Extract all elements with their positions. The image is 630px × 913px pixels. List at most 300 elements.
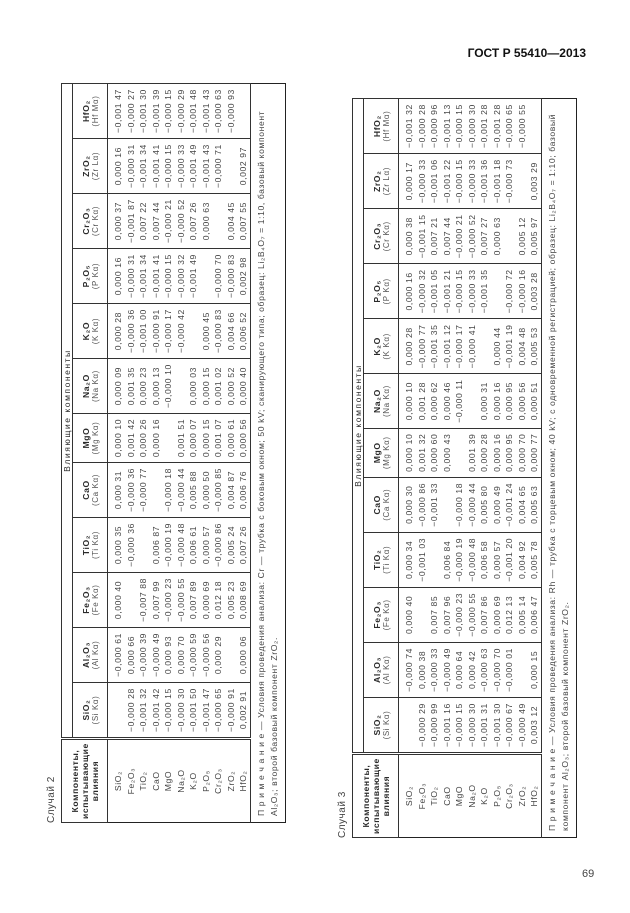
column-oxide: TiO₂ (80, 534, 91, 556)
table-cell: −0,000 96 (428, 99, 441, 154)
group-header: Влияющие компоненты (62, 84, 73, 739)
row-label: Na₂O (175, 739, 188, 823)
column-oxide: MgO (80, 427, 91, 449)
table-cell: 0,007 99 (150, 572, 163, 627)
table-cell: 0,000 16 (491, 428, 504, 477)
table-cell (416, 587, 429, 642)
table-cell: −0,000 15 (162, 249, 175, 304)
table-cell: 0,002 98 (237, 249, 250, 304)
column-line: (Cr Kα) (381, 221, 391, 252)
column-header (73, 462, 108, 517)
table-cell: 0,000 56 (516, 374, 529, 428)
table-cell: 0,000 17 (399, 154, 416, 209)
table-cell: 0,000 52 (225, 359, 238, 414)
column-line: (Hf Mα) (381, 110, 391, 142)
table-cell: −0,001 39 (150, 84, 163, 139)
table-cell: −0,000 48 (175, 517, 188, 572)
table-cell: −0,001 18 (491, 154, 504, 209)
table-cell: −0,000 15 (162, 139, 175, 194)
table-cell: −0,000 41 (466, 319, 479, 374)
table-cell: −0,000 52 (466, 209, 479, 264)
table-cell: 0,006 84 (441, 532, 454, 587)
table-cell: 0,002 91 (237, 682, 250, 738)
table-cell: 0,000 38 (416, 642, 429, 697)
table-cell: 0,004 48 (516, 319, 529, 374)
table-cell: −0,000 16 (516, 264, 529, 319)
table-cell: 0,000 10 (399, 428, 416, 477)
column-header (73, 414, 108, 463)
table-cell (466, 374, 479, 428)
table-cell: −0,000 55 (466, 587, 479, 642)
table-cell: 0,000 66 (125, 627, 138, 682)
table-cell: −0,001 43 (200, 139, 213, 194)
table-cell: −0,001 03 (416, 532, 429, 587)
column-header (364, 642, 399, 697)
table-cell: −0,000 30 (466, 99, 479, 154)
table-cell (528, 99, 541, 154)
table-cell: −0,000 36 (125, 304, 138, 359)
table-cell: −0,000 91 (225, 682, 238, 738)
table-cell: −0,000 56 (200, 627, 213, 682)
column-header (73, 517, 108, 572)
case-2-title: Случай 2 (46, 776, 57, 823)
column-line: (Al Kα) (90, 640, 100, 670)
table-cell: 0,012 18 (212, 572, 225, 627)
table-cell: −0,000 29 (175, 84, 188, 139)
table-cell: −0,000 77 (137, 462, 150, 517)
table-cell: −0,000 65 (503, 99, 516, 154)
row-label: TiO₂ (137, 739, 150, 823)
column-header (364, 99, 399, 154)
table-cell: 0,000 16 (108, 139, 125, 194)
column-line: (Na Kα) (90, 370, 100, 403)
table-cell: 0,000 03 (187, 359, 200, 414)
table-cell (503, 209, 516, 264)
table-row (528, 99, 541, 838)
column-oxide: CaO (371, 495, 382, 515)
table-cell: −0,000 28 (416, 99, 429, 154)
column-header (73, 84, 108, 139)
table-cell: −0,000 33 (428, 642, 441, 697)
table-cell: 0,003 29 (528, 154, 541, 209)
table-cell: 0,004 66 (225, 304, 238, 359)
case-2-table-block (46, 83, 286, 823)
column-line: (Zr Lα) (90, 151, 100, 181)
table-row (200, 84, 213, 823)
table-cell: −0,000 33 (416, 154, 429, 209)
table-cell: 0,000 42 (466, 642, 479, 697)
table-cell: −0,007 88 (137, 572, 150, 627)
table-cell: 0,000 28 (478, 428, 491, 477)
table-cell: 0,005 23 (225, 572, 238, 627)
table-cell: −0,000 86 (416, 477, 429, 532)
table-cell: −0,001 16 (441, 697, 454, 753)
column-line: (Ti Kα) (381, 545, 391, 574)
table-cell: 0,000 16 (150, 414, 163, 463)
table-cell: 0,004 92 (516, 532, 529, 587)
column-oxide: MgO (371, 442, 382, 464)
row-label: K₂O (478, 754, 491, 838)
row-label: SiO₂ (108, 739, 125, 823)
table-cell: −0,001 32 (137, 682, 150, 738)
table-cell: −0,000 17 (453, 319, 466, 374)
column-line: (P Kα) (381, 278, 391, 305)
table-cell: −0,000 29 (416, 697, 429, 753)
table-cell: −0,000 42 (175, 304, 188, 359)
table-cell: 0,000 61 (225, 414, 238, 463)
table-cell (225, 139, 238, 194)
table-cell (441, 477, 454, 532)
case-3-table-block (337, 98, 577, 838)
column-header (364, 374, 399, 428)
table-row (478, 99, 491, 838)
table-cell: −0,000 99 (428, 697, 441, 753)
table-cell: −0,000 70 (212, 249, 225, 304)
table-cell: −0,001 30 (137, 84, 150, 139)
table-cell: −0,000 11 (453, 374, 466, 428)
table-cell: 0,000 37 (108, 194, 125, 249)
table-cell: 0,005 14 (516, 587, 529, 642)
table-cell: −0,000 86 (212, 517, 225, 572)
column-header (73, 359, 108, 414)
table-cell: −0,000 93 (225, 84, 238, 139)
table-cell: 0,000 10 (108, 414, 125, 463)
table-cell: 0,005 53 (528, 319, 541, 374)
table-cell: −0,000 36 (125, 462, 138, 517)
column-line: (Si Kα) (90, 695, 100, 725)
table-cell: 0,005 78 (528, 532, 541, 587)
table-cell: 0,000 60 (428, 428, 441, 477)
table-cell: −0,001 87 (125, 194, 138, 249)
column-oxide: K₂O (371, 337, 382, 356)
row-label: ZrO₂ (516, 754, 529, 838)
column-oxide: HfO₂ (371, 115, 382, 138)
table-cell: 0,000 63 (200, 194, 213, 249)
column-header (73, 304, 108, 359)
case-3-note (541, 99, 576, 838)
table-cell: 0,001 51 (175, 414, 188, 463)
table-row (466, 99, 479, 838)
table-cell: 0,000 29 (212, 627, 225, 682)
table-cell: 0,012 13 (503, 587, 516, 642)
table-cell (162, 414, 175, 463)
table-cell (108, 682, 125, 738)
column-oxide: Fe₂O₃ (80, 586, 91, 614)
table-cell: −0,001 35 (428, 319, 441, 374)
table-cell: −0,000 15 (453, 697, 466, 753)
table-cell (516, 642, 529, 697)
table-cell (187, 304, 200, 359)
table-cell: 0,003 12 (528, 697, 541, 753)
table-cell: −0,000 23 (453, 587, 466, 642)
table-cell: −0,000 59 (187, 627, 200, 682)
row-label: CaO (150, 739, 163, 823)
table-row (175, 84, 188, 823)
column-oxide: Cr₂O₃ (371, 222, 382, 250)
table-cell (237, 84, 250, 139)
column-oxide: Al₂O₃ (80, 641, 91, 669)
column-oxide: TiO₂ (371, 549, 382, 570)
table-cell: −0,000 21 (453, 209, 466, 264)
table-cell: 0,000 95 (503, 374, 516, 428)
table-cell (428, 532, 441, 587)
row-label: ZrO₂ (225, 739, 238, 823)
case-3-table (352, 98, 577, 838)
table-cell: −0,000 55 (175, 572, 188, 627)
column-line: (Ca Kα) (381, 488, 391, 521)
note-prefix: П р и м е ч а н и е — (546, 732, 557, 831)
table-cell: −0,000 65 (212, 682, 225, 738)
table-cell: 0,001 32 (416, 428, 429, 477)
table-cell: 0,006 47 (528, 587, 541, 642)
table-cell: −0,001 13 (441, 99, 454, 154)
column-header (364, 154, 399, 209)
table-cell: 0,000 28 (108, 304, 125, 359)
table-cell: 0,000 31 (108, 462, 125, 517)
column-oxide: Na₂O (80, 374, 91, 399)
table-cell: −0,000 15 (453, 99, 466, 154)
table-cell: 0,000 45 (200, 304, 213, 359)
column-oxide: Cr₂O₃ (80, 207, 91, 235)
table-cell (225, 627, 238, 682)
table-cell: −0,000 31 (125, 139, 138, 194)
case-2-table (61, 83, 286, 823)
case-3-title: Случай 3 (337, 791, 348, 838)
row-header: Компоненты, испытывающие влияния (353, 754, 399, 838)
column-oxide: Al₂O₃ (371, 656, 382, 683)
table-cell: −0,001 49 (187, 139, 200, 194)
row-label: P₂O₅ (200, 739, 213, 823)
table-cell: −0,000 70 (491, 642, 504, 697)
table-cell: −0,001 21 (441, 264, 454, 319)
row-label: CaO (441, 754, 454, 838)
column-header (364, 209, 399, 264)
table-cell: 0,000 16 (491, 374, 504, 428)
row-header: Компоненты, испытывающие влияния (62, 739, 108, 823)
table-cell: 0,008 69 (237, 572, 250, 627)
table-cell: −0,000 49 (441, 642, 454, 697)
table-cell: 0,000 10 (399, 374, 416, 428)
column-line: (Fe Kα) (381, 599, 391, 631)
column-line: (P Kα) (90, 262, 100, 290)
table-cell: −0,001 41 (150, 139, 163, 194)
table-cell: −0,000 15 (162, 682, 175, 738)
table-cell: −0,001 47 (108, 84, 125, 139)
table-cell: −0,000 48 (466, 532, 479, 587)
table-cell: 0,000 57 (491, 532, 504, 587)
column-oxide: P₂O₅ (371, 280, 382, 303)
column-line: (Fe Kα) (90, 584, 100, 616)
table-row (237, 84, 250, 823)
table-cell: −0,000 63 (478, 642, 491, 697)
table-cell: 0,000 69 (200, 572, 213, 627)
table-row (125, 84, 138, 823)
table-cell: 0,001 02 (212, 359, 225, 414)
table-cell: −0,000 36 (125, 517, 138, 572)
table-cell (212, 194, 225, 249)
table-cell: 0,000 63 (491, 209, 504, 264)
table-cell: −0,000 32 (416, 264, 429, 319)
table-row (453, 99, 466, 838)
table-cell: 0,000 40 (108, 572, 125, 627)
table-cell (125, 572, 138, 627)
table-cell: −0,000 74 (399, 642, 416, 697)
table-cell: 0,000 77 (528, 428, 541, 477)
table-cell: −0,000 72 (503, 264, 516, 319)
table-cell: 0,005 80 (478, 477, 491, 532)
table-cell: 0,000 23 (137, 359, 150, 414)
table-row (150, 84, 163, 823)
table-cell: −0,000 15 (162, 84, 175, 139)
table-cell: 0,006 76 (237, 462, 250, 517)
table-cell: 0,000 38 (399, 209, 416, 264)
table-cell: −0,000 61 (108, 627, 125, 682)
row-label: MgO (453, 754, 466, 838)
table-cell: 0,001 39 (466, 428, 479, 477)
column-line: (Mg Kα) (381, 436, 391, 470)
table-cell: −0,000 27 (125, 84, 138, 139)
table-cell: −0,000 21 (162, 194, 175, 249)
table-cell: −0,001 00 (137, 304, 150, 359)
column-header (73, 249, 108, 304)
table-cell (175, 359, 188, 414)
table-row (162, 84, 175, 823)
table-cell: 0,004 45 (225, 194, 238, 249)
column-line: (Mg Kα) (90, 421, 100, 455)
table-cell: 0,007 89 (187, 572, 200, 627)
table-cell: −0,000 44 (175, 462, 188, 517)
column-oxide: HfO₂ (80, 100, 91, 123)
row-label: SiO₂ (399, 754, 416, 838)
column-header (364, 264, 399, 319)
table-cell: −0,000 32 (175, 249, 188, 304)
table-cell: −0,001 47 (200, 682, 213, 738)
table-cell: −0,000 55 (516, 99, 529, 154)
table-cell: −0,001 33 (428, 477, 441, 532)
table-row (225, 84, 238, 823)
column-header (364, 532, 399, 587)
column-line: (Ca Kα) (90, 474, 100, 506)
row-label: TiO₂ (428, 754, 441, 838)
column-header (73, 139, 108, 194)
table-cell: 0,000 35 (108, 517, 125, 572)
table-cell: −0,001 20 (503, 532, 516, 587)
table-cell: −0,001 28 (478, 99, 491, 154)
table-cell: 0,006 52 (237, 304, 250, 359)
note-text: Условия проведения анализа: Rh — трубка с торцевым окном; 40 kV; с одновременной регистрацией; образец: Li₂B₄O₇ = 1:10; базовый компонент Al₂O₃; второй базовый компонент ZrO₂. (546, 113, 570, 831)
table-cell: −0,000 67 (503, 697, 516, 753)
table-cell: −0,000 63 (212, 84, 225, 139)
table-cell: −0,000 23 (162, 572, 175, 627)
table-cell: 0,007 96 (441, 587, 454, 642)
table-cell: 0,000 64 (453, 642, 466, 697)
note-prefix: П р и м е ч а н и е — (255, 717, 266, 816)
note-text: Условия проведения анализа: Cr — трубка с боковым окном; 50 kV; сканирующего типа; образец: Li₂B₄O₇ = 1:10, базовый компонент Al₂O₃; второй базовый компонент ZrO₂. (255, 110, 279, 816)
group-header: Влияющие компоненты (353, 99, 364, 754)
table-row (187, 84, 200, 823)
row-label: HfO₂ (528, 754, 541, 838)
table-cell: 0,000 69 (491, 587, 504, 642)
column-line: (Na Kα) (381, 385, 391, 418)
column-oxide: ZrO₂ (80, 155, 91, 177)
table-cell: −0,000 83 (225, 249, 238, 304)
table-cell: −0,001 34 (137, 249, 150, 304)
table-cell (516, 154, 529, 209)
column-header (73, 682, 108, 738)
table-cell: −0,000 18 (162, 462, 175, 517)
document-standard-header: ГОСТ Р 55410—2013 (467, 46, 586, 60)
table-cell: −0,001 48 (187, 84, 200, 139)
table-cell (478, 319, 491, 374)
column-line: (K Kα) (381, 333, 391, 360)
table-cell: −0,000 85 (212, 462, 225, 517)
table-row (491, 99, 504, 838)
table-cell: 0,000 57 (200, 517, 213, 572)
table-cell: −0,000 15 (453, 264, 466, 319)
table-cell: 0,000 62 (428, 374, 441, 428)
table-cell: 0,007 86 (478, 587, 491, 642)
table-cell: 0,000 44 (491, 319, 504, 374)
table-cell: 0,000 07 (187, 414, 200, 463)
table-cell: 0,005 97 (528, 209, 541, 264)
table-cell: 0,000 30 (399, 477, 416, 532)
table-cell: −0,000 52 (175, 194, 188, 249)
table-row (137, 84, 150, 823)
table-cell: 0,000 16 (399, 264, 416, 319)
table-cell: 0,000 93 (162, 627, 175, 682)
table-cell (491, 264, 504, 319)
table-cell: 0,000 50 (200, 462, 213, 517)
table-cell: −0,000 17 (162, 304, 175, 359)
row-label: K₂O (187, 739, 200, 823)
table-cell: −0,000 71 (212, 139, 225, 194)
table-cell: −0,001 50 (187, 682, 200, 738)
table-cell: 0,000 95 (503, 428, 516, 477)
column-line: (Zr Lα) (381, 167, 391, 196)
table-cell: 0,007 85 (428, 587, 441, 642)
table-cell: 0,001 07 (212, 414, 225, 463)
table-cell: −0,001 05 (428, 264, 441, 319)
table-cell: 0,000 51 (528, 374, 541, 428)
table-cell: −0,001 19 (503, 319, 516, 374)
table-cell: −0,001 34 (137, 139, 150, 194)
table-cell: 0,000 46 (441, 374, 454, 428)
column-oxide: CaO (80, 480, 91, 500)
table-cell: −0,000 30 (175, 682, 188, 738)
table-cell: −0,001 31 (478, 697, 491, 753)
row-label: P₂O₅ (491, 754, 504, 838)
row-label: Cr₂O₃ (212, 739, 225, 823)
column-line: (K Kα) (90, 317, 100, 345)
table-cell: −0,001 42 (150, 682, 163, 738)
table-cell: −0,000 31 (125, 249, 138, 304)
table-cell: 0,000 06 (237, 627, 250, 682)
column-oxide: Fe₂O₃ (371, 601, 382, 629)
table-cell: 0,000 31 (478, 374, 491, 428)
row-label: MgO (162, 739, 175, 823)
column-line: (Al Kα) (381, 655, 391, 685)
column-oxide: SiO₂ (80, 699, 91, 721)
table-cell: 0,004 87 (225, 462, 238, 517)
table-cell: 0,005 63 (528, 477, 541, 532)
table-cell: −0,000 39 (137, 627, 150, 682)
table-row (399, 99, 416, 838)
table-cell: 0,000 26 (137, 414, 150, 463)
table-cell: 0,004 65 (516, 477, 529, 532)
table-cell: 0,003 28 (528, 264, 541, 319)
column-header (364, 697, 399, 753)
table-cell: 0,006 61 (187, 517, 200, 572)
